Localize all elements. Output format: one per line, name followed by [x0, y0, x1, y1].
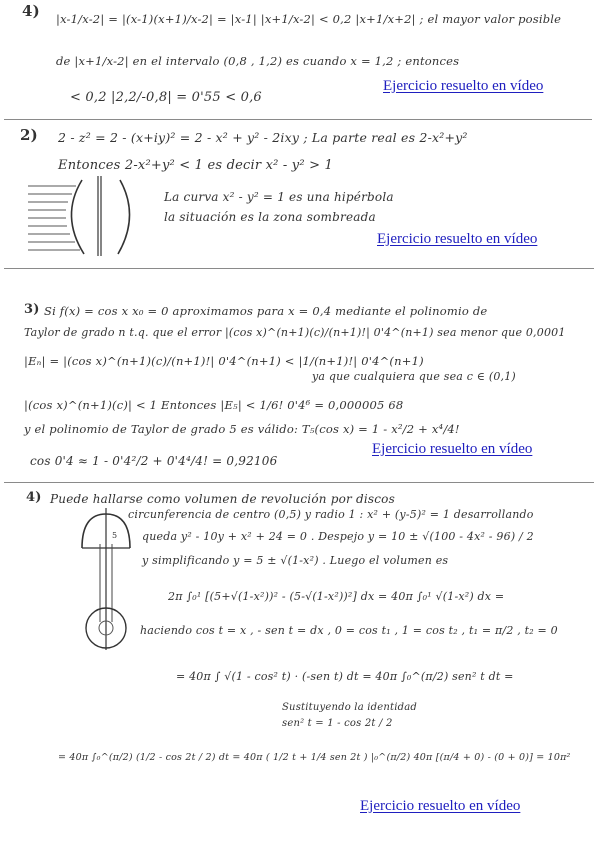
torus-sketch [74, 504, 144, 654]
equation-line: < 0,2 |2,2/-0,8| = 0'55 < 0,6 [70, 90, 262, 105]
identity-note: Sustituyendo la identidad [282, 702, 417, 713]
equation-line: |x-1/x-2| = |(x-1)(x+1)/x-2| = |x-1| |x+1/x-2| < 0,2 |x+1/x+2| ; el mayor valor posible [56, 12, 562, 26]
exercise-4-volume [0, 484, 602, 848]
hyperbola-sketch [24, 176, 174, 256]
video-link[interactable]: Ejercicio resuelto en vídeo [377, 231, 538, 247]
equation-line: La curva x² - y² = 1 es una hipérbola [164, 190, 394, 204]
svg-text:5: 5 [112, 531, 118, 540]
exercise-number: 4) [22, 2, 40, 20]
equation-line: Puede hallarse como volumen de revolución por discos [50, 492, 395, 506]
equation-line: haciendo cos t = x , - sen t = dx , 0 = cos t₁ , 1 = cos t₂ , t₁ = π/2 , t₂ = 0 [140, 624, 558, 637]
identity-note: sen² t = 1 - cos 2t / 2 [282, 718, 393, 729]
equation-line: Entonces 2-x²+y² < 1 es decir x² - y² > 1 [58, 158, 333, 173]
equation-line: |Eₙ| = |(cos x)^(n+1)(c)/(n+1)!| 0'4^(n+1) < |1/(n+1)!| 0'4^(n+1) [24, 354, 424, 368]
equation-line: circunferencia de centro (0,5) y radio 1 : x² + (y-5)² = 1 desarrollando [128, 508, 534, 521]
exercise-4-limit [0, 0, 602, 120]
equation-line: = 40π ∫ √(1 - cos² t) · (-sen t) dt = 40π ∫₀^(π/2) sen² t dt = [176, 670, 514, 683]
equation-line: = 40π ∫₀^(π/2) (1/2 - cos 2t / 2) dt = 40π ( 1/2 t + 1/4 sen 2t ) |₀^(π/2) 40π [(π/4 + 0) - (0 + 0)] = 10π² [58, 752, 571, 763]
equation-line: Taylor de grado n t.q. que el error |(cos x)^(n+1)(c)/(n+1)!| 0'4^(n+1) sea menor que 0,0001 [24, 326, 566, 339]
equation-line: 2π ∫₀¹ [(5+√(1-x²))² - (5-√(1-x²))²] dx = 40π ∫₀¹ √(1-x²) dx = [168, 590, 505, 603]
video-link[interactable]: Ejercicio resuelto en vídeo [360, 798, 521, 814]
exercise-number: 4) [26, 490, 42, 505]
video-link[interactable]: Ejercicio resuelto en vídeo [383, 78, 544, 94]
equation-line: queda y² - 10y + x² + 24 = 0 . Despejo y = 10 ± √(100 - 4x² - 96) / 2 [142, 530, 534, 543]
equation-line: cos 0'4 ≈ 1 - 0'4²/2 + 0'4⁴/4! = 0,92106 [30, 454, 278, 468]
equation-line: y simplificando y = 5 ± √(1-x²) . Luego el volumen es [142, 554, 449, 567]
exercise-number: 2) [20, 126, 38, 144]
equation-line: la situación es la zona sombreada [164, 210, 376, 224]
equation-line: de |x+1/x-2| en el intervalo (0,8 , 1,2) es cuando x = 1,2 ; entonces [56, 54, 460, 68]
equation-line: ya que cualquiera que sea c ∈ (0,1) [312, 370, 516, 383]
equation-line: |(cos x)^(n+1)(c)| < 1 Entonces |E₅| < 1/6! 0'4⁶ = 0,000005 68 [24, 398, 404, 412]
exercise-2-complex [0, 120, 602, 270]
section-divider [4, 268, 594, 269]
section-divider [4, 482, 594, 483]
exercise-number: 3) [24, 302, 40, 317]
video-link[interactable]: Ejercicio resuelto en vídeo [372, 441, 533, 457]
equation-line: 2 - z² = 2 - (x+iy)² = 2 - x² + y² - 2ixy ; La parte real es 2-x²+y² [58, 130, 468, 145]
equation-line: Si f(x) = cos x x₀ = 0 aproximamos para x = 0,4 mediante el polinomio de [44, 304, 488, 318]
exercise-3-taylor [0, 300, 602, 480]
equation-line: y el polinomio de Taylor de grado 5 es válido: T₅(cos x) = 1 - x²/2 + x⁴/4! [24, 422, 460, 436]
